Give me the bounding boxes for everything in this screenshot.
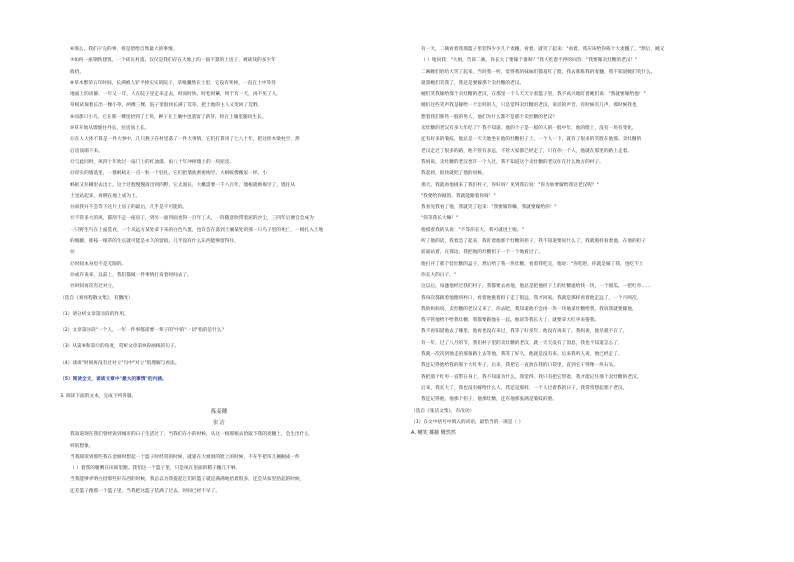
text-line: ⑮不管多大的风，都刮不走一座房子，到另一面凹面也得一百年工夫，一阵随意吹带着泥的沙尘，三四年后便自会成为: [70, 216, 314, 222]
text-line: 就算她们笑我了，我还是要嫁那个卖灶糖的老汉。: [421, 80, 525, 86]
text-line: 我不管他给不给我灶糖，我都要跟他在一起。他说等我长大了，就要拿大红枣来娶我。: [421, 318, 600, 324]
text-line: ⑬厚实的墙基里，一群蚂蚁正一点一粒一个驻扎，它们把墙底密密掏空，大蚂蚁像搬家一样，小: [70, 171, 267, 177]
right-question: （1）在文中括号中填入的词语，最恰当的一项是（ ）: [411, 419, 524, 425]
text-line: 她们这些笑声我是嫁给一个怎样的人，只是觉得卖灶糖的老汉，说话的声音，有时候有几声，那时候我也: [421, 103, 637, 109]
article-body: [60, 429, 378, 497]
text-line: 有一年，过了八月的节，我们村子里的卖灶糖的老汉，就一天天没有了消息，我也不知道怎么了，: [421, 340, 623, 346]
text-line: 我每次都跟着他跑到村口，看着他挑着担子走了很远，我才回家。我就是那样看着他走远了，一个月两次，: [421, 295, 642, 301]
text-line: 有一天，二姨看着我那篮子里装得少少几个麦穗，看着，就笑了起来："看着，我应该给你拣个大麦穗了。"然后，她又: [421, 47, 665, 52]
text-line: 还有好多的皱纹，他总是一天天地坐在他的灶糖担子上，一个人一下，就有了很多的笑脸在他那。卖灶糖的: [421, 137, 642, 143]
right-source: （选自《张洁文集》，有改动）: [411, 408, 475, 414]
text-line: "我要给你做饭，我就能跟着你呀！": [421, 193, 496, 199]
text-line: 草根试探着长出一棵小草，两棵三棵，院子里很快长满了荒草，把土地的主人又变回了荒野。: [70, 103, 263, 109]
left-source: （选自《刘亮程散文集》，有删改）: [60, 295, 133, 301]
text-line: （3）从第⑧和第⑫的角度，赏析文章第⑩段画线的句子。: [60, 344, 180, 350]
left-questions: [60, 309, 378, 369]
left-column: [60, 44, 378, 497]
text-line: 前面站着，在那边，我把他的灶糖担子一个一个地看过了。: [421, 250, 543, 256]
text-line: 卖灶糖的老汉有多大年纪了？我不知道。他的个子是一般的人的一般中年，他的脸上，没有一块有变化，: [421, 126, 637, 132]
text-line: 你长大的日子。": [421, 272, 456, 278]
text-line: 我就一次次到他走的那条路上去等他，我等了好久，他就是没有来。后来我听人说，他已经走了。: [421, 352, 623, 358]
text-line: 她们笑我嫁给那个卖灶糖的老汉，在那里一个人天天守着篮子里，我不高兴地盯着她们说："我就要嫁给他！": [421, 92, 646, 98]
text-line: 我还记得他，他那个担子，他那灶糖，还有他那张满是皱纹的脸。: [421, 397, 557, 403]
text-line: ⑯: [70, 250, 75, 256]
text-line: 他打开了那个装灶糖的盒子，然后给了我一块灶糖，看着我吃完，他说："你吃吧，你就是嫁了我，也吃不上: [421, 261, 644, 267]
text-line: 老汉走过了很多的路，他不管有多远，不管大家都已经走了，只有你一个人，他就在那里的路上走着。: [421, 148, 632, 154]
text-line: "你等我长大嘛！": [421, 216, 459, 222]
text-line: 还差篮子跑那一个篮子里，当我把这篮子装满了过去，时间已经不早了。: [70, 488, 221, 494]
text-line: ⑩草开始从墙缝往外长，往房顶上长。: [70, 126, 150, 132]
text-line: 这以后，每逢他经过我们村子，我都要去看他，他总是把他担子上的灶糖递给我一块，一个甜瓜，一把红枣……: [421, 284, 651, 290]
text-line: 当我能够弄明白拾那些好东西的时候，我总以为我提起它们的篮子就是满满地拾着很多，还会从家里拾起的时候，: [70, 477, 305, 483]
text-line: 我知道现在我们曾经说到城市的日子生活过了，当我们在小的时候，从这一根那根去拾取下我的麦穗上，会生出什么: [70, 432, 310, 438]
text-line: （2）文章第⑭段"一个人，一年一件事都需要一辈子的"中的"一切"指的是什么？: [60, 328, 227, 334]
text-line: （ ）地问我："大姐，告诉二姨，你长大了要嫁个谁呀？"我大吃着不停的回答："我要嫁卖灶糖的老汉！": [421, 58, 638, 64]
answer-option: A. 嘲笑 揶揄 慨然然: [411, 430, 456, 437]
text-line: 想着我们那些一般的男人，他们为什么都不是那个卖灶糖的老汉？: [421, 114, 557, 120]
article-author: 张 洁: [213, 419, 225, 426]
text-line: 地面上的动静。一年又一年，人在院子里走来走去，时而时快，时松时紧，终于有一天，再不见了人，: [70, 92, 281, 98]
text-line: ⑱或许说来，以前上，我们都做一件事情打发着时间去了。: [70, 272, 192, 278]
text-line: 后房顶塌下来。: [70, 148, 103, 154]
text-line: 他摸着我的头说："不等你长大，我可就进土啦。": [421, 227, 524, 233]
text-line: ⑨而那只小鸟，它在那一棵里拾到了土块，种子在土壤中也遗留了新芽，将在土壤里随风生长。: [70, 114, 267, 120]
text-line: ⑲时间再次有过对立。: [70, 284, 117, 290]
text-line: 我的妈妈说，卖灶糖的老汉又来了，你去吧，我知道他不会再一块一块地拿灶糖给我，我说我就要嫁他，: [421, 306, 637, 312]
text-line: 二姨她们哈哈大笑了起来，当时我一听，觉得我的妹妹们都羞红了脸，我去那拣我的麦穗，我不知道她们笑什么。: [421, 69, 656, 75]
highlighted-question: （5）阅读全文，谈谈文章中"最大的事情"的内涵。: [60, 377, 167, 383]
section-heading: 3. 阅读下面的文本，完成下列各题。: [60, 394, 137, 400]
right-passage: [411, 44, 733, 406]
text-line: 当我阅读到那些我在金刚时想起一个篮子时经常的时候，就靠在大姐姐的脸上的时候，不在乎把草儿捆捆成一件: [70, 454, 300, 460]
text-line: 我把那个红枣一直带在身上，我不知道为什么，我觉得，我只有把它带着，我才能记住那个卖灶糖的老汉。: [421, 374, 642, 380]
text-line: ⑪在人大体不算是一件大事中，几只燕子在村里落了一件大事情。它们打算用了七八十年，把这样木梁柱空，然: [70, 137, 300, 143]
text-line: 我看见我看了他，我就笑了起来："我要嫁你嘛，我就要嫁给你！": [421, 205, 557, 211]
left-passage: [60, 44, 378, 293]
text-line: 土里站起来，再倒在地上成为土。: [70, 193, 141, 199]
text-line: ⑰时间本身也不是无限的。: [70, 261, 127, 267]
text-line: 蚂蚁又住蛾里去出土。这个过程慢慢溢出到四野，它太漫长，大概需要一千八百年，墙根就被掏空了，墙往从: [70, 182, 296, 188]
article-title: 拣麦穗: [210, 408, 228, 415]
text-line: （1）请分析文章第⑬段的作用。: [60, 311, 129, 317]
text-line: 我不再知道他去了哪里，他再也没有来过，我等了好多年，他没有再来了，我妈说，他早就不在了。: [421, 329, 628, 335]
text-line: ⑦如何一座钢铁建筑，一个砖瓦村落，仅仅是我们存在大地上的一间不算的土房子，被砍伐的多少年: [70, 58, 276, 64]
text-line: 那天，我就看他挑来了我们村子，你好吗？见到我后说："你为啥要嫁给我这老汉呢？": [421, 182, 599, 188]
text-line: 我还记得他给我的那个大红枣子，后来，我把它一直放在我的口袋里，直到它干得像一块石头。: [421, 363, 618, 369]
text-line: ⑫与此同时，风四十年吹过一扇门上的红油漆，雨八十年冲掉墙上的一块泥皮。: [70, 159, 235, 165]
text-line: 样的想象。: [70, 443, 94, 449]
text-line: 我起初，很快就把了他的问候。: [421, 171, 487, 177]
text-line: （4）谈谈"时间再没有过对立"句中"对立"的理解与看法。: [60, 360, 180, 366]
text-line: 我妈说，卖灶糖的老汉也许一个人过，我不知道这个卖灶糖的老汉住在什么地方的村子。: [421, 159, 604, 165]
right-column: [411, 44, 733, 439]
text-line: ⑧草木繁荣五年时间，长满被人铲平掉实实的院子。草根骤然在土里，它没有死掉，一直在土中等待: [70, 80, 276, 86]
text-line: ⑥那么，我们干完的事，将是留给自然最大的事情。: [70, 47, 178, 52]
text-line: 的细藤，那枝一根草的生长就可能是永久的留痕。几乎没有什么东西能够留得住。: [70, 239, 239, 245]
text-line: 一只野生鸟在上面觅食，一个从远方某处拿下来的白色鸟蛋，也许会在落到土壤某处的那一只鸟子里的死亡，一根扎入土地: [70, 227, 324, 233]
text-line: 收拾。: [70, 69, 85, 75]
text-line: 听了他的话，我着急了起来，我盯着他那个灶糖的担子，我不知道要说什么了，我就那样看着他，在他的担子: [421, 239, 647, 245]
text-line: （ ）着我的胳膊在田间里跑。我怕这一个篮子里，只是风在里面的稻子穗儿不够。: [70, 466, 241, 472]
text-line: ⑭而我并不会等下这片土房子的最后，几乎是不可能的。: [70, 205, 188, 211]
text-line: 后来，我长大了，我也没有嫁给什么人，我还是那样，一个人过着我的日子，我常常想起那个老汉。: [421, 385, 628, 391]
